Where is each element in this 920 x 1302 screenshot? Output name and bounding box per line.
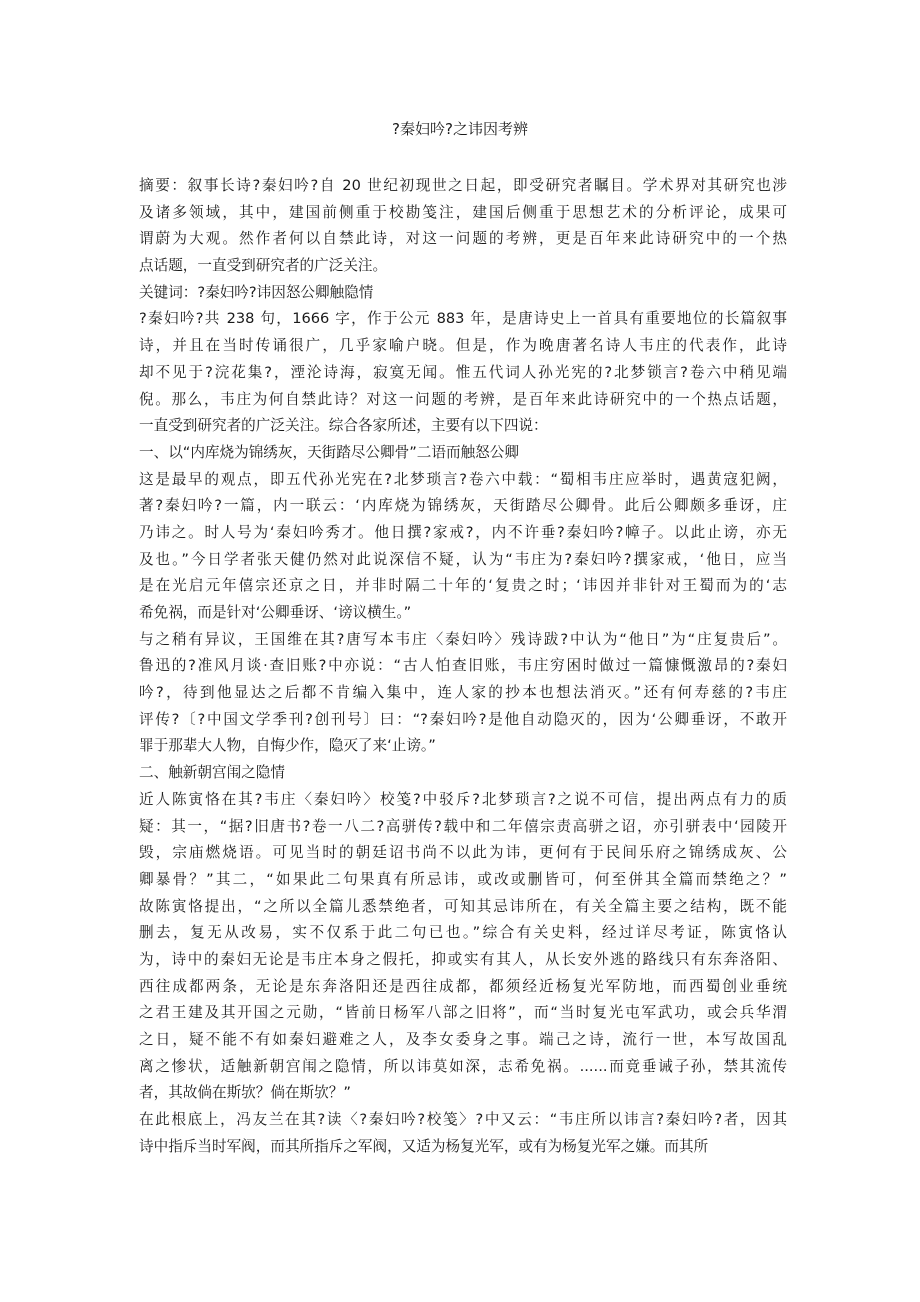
text-line: 希免祸，而是针对‘公卿垂讶、‘谤议横生。” <box>139 604 412 621</box>
document-body <box>139 173 787 1160</box>
text-line: 西往成都两条，无论是东奔洛阳还是西往成都，都须经近杨复光军防地，而西蜀创业垂统 <box>139 977 787 995</box>
document-title: ?秦妇吟?之讳因考辨 <box>392 120 528 138</box>
text-line: 评传?〔?中国文学季刊?创刊号〕曰：“?秦妇吟?是他自动隐灭的，因为‘公卿垂讶，不敢开 <box>139 710 787 728</box>
text-line: 二、触新朝宫闱之隐情 <box>139 764 285 782</box>
text-line: 却不见于?浣花集?，湮沦诗海，寂寞无闻。惟五代词人孙光宪的?北梦锁言?卷六中稍见端 <box>139 363 787 381</box>
text-line: 及也。”今日学者张天健仍然对此说深信不疑，认为“韦庄为?秦妇吟?撰家戒，‘他日，应当 <box>139 550 787 568</box>
text-line: 之日，疑不能不有如秦妇避难之人，及李女委身之事。端己之诗，流行一世，本写故国乱 <box>139 1031 787 1048</box>
text-line: 在此根底上，冯友兰在其?读〈?秦妇吟?校笺〉?中又云：“韦庄所以讳言?秦妇吟?者，因其 <box>139 1111 787 1129</box>
text-line: 吟?，待到他显达之后都不肯编入集中，连人家的抄本也想法消灭。”还有何寿慈的?韦庄 <box>139 684 787 702</box>
paragraph <box>139 306 787 439</box>
paragraph <box>139 173 787 280</box>
text-line: 摘要：叙事长诗?秦妇吟?自 20 世纪初现世之日起，即受研究者瞩目。学术界对其研究也涉 <box>139 177 787 194</box>
text-line: 疑：其一，“据?旧唐书?卷一八二?高骈传?载中和二年僖宗责高骈之诏，亦引骈表中‘园陵开 <box>139 817 787 835</box>
text-line: 谓蔚为大观。然作者何以自禁此诗，对这一问题的考辨，更是百年来此诗研究中的一个热 <box>139 230 787 248</box>
text-line: 著?秦妇吟?一篇，内一联云：‘内库烧为锦绣灰，天街踏尽公卿骨。此后公卿颇多垂讶，庄 <box>139 497 787 515</box>
text-line: 故陈寅恪提出，“之所以全篇儿悉禁绝者，可知其忌讳所在，有关全篇主要之结构，既不能 <box>139 897 787 915</box>
paragraph <box>139 627 787 760</box>
text-line: 为，诗中的秦妇无论是韦庄本身之假托，抑或实有其人，从长安外逃的路线只有东奔洛阳、 <box>139 950 787 968</box>
paragraph <box>139 787 787 1107</box>
text-line: 倪。那么，韦庄为何自禁此诗？对这一问题的考辨，是百年来此诗研究中的一个热点话题， <box>139 390 787 408</box>
paragraph <box>139 467 787 627</box>
text-line: 卿暴骨？”其二，“如果此二句果真有所忌讳，或改或删皆可，何至併其全篇而禁绝之？” <box>139 870 787 888</box>
text-line: 鲁迅的?准风月谈·查旧账?中亦说：“古人怕查旧账，韦庄穷困时做过一篇慷慨激昂的?秦妇 <box>139 657 787 675</box>
paragraph <box>139 760 787 787</box>
text-line: 罪于那辈大人物，自悔少作，隐灭了来‘止谤。” <box>139 737 436 755</box>
text-line: 一、以“内库烧为锦绣灰，天街踏尽公卿骨”二语而触怒公卿 <box>139 443 519 461</box>
text-line: 之君王建及其开国之元勋，“皆前日杨军八部之旧将”，而“当时复光屯军武功，或会兵华渭 <box>139 1004 787 1022</box>
text-line: 近人陈寅恪在其?韦庄〈秦妇吟〉校笺?中驳斥?北梦琐言?之说不可信，提出两点有力的质 <box>139 790 787 808</box>
text-line: 离之惨状，适触新朝宫闱之隐情，所以讳莫如深，志希免祸。......而竟垂诫子孙，禁其流传 <box>139 1057 787 1075</box>
text-line: 这是最早的观点，即五代孙光宪在?北梦琐言?卷六中载：“蜀相韦庄应举时，遇黄寇犯阙， <box>139 470 787 488</box>
text-line: 诗，并且在当时传诵很广，几乎家喻户晓。但是，作为晚唐著名诗人韦庄的代表作，此诗 <box>139 337 787 355</box>
text-line: 乃讳之。时人号为‘秦妇吟秀才。他日撰?家戒?，内不许垂?秦妇吟?幛子。以此止谤，亦无 <box>139 523 787 541</box>
text-line: ?秦妇吟?共 238 句，1666 字，作于公元 883 年，是唐诗史上一首具有重要地位的长篇叙事 <box>139 310 787 328</box>
text-line: 者，其故倘在斯欤？倘在斯欤？” <box>139 1084 351 1102</box>
text-line: 点话题，一直受到研究者的广泛关注。 <box>139 257 388 275</box>
paragraph <box>139 1107 787 1160</box>
text-line: 与之稍有异议，王国维在其?唐写本韦庄〈秦妇吟〉残诗跋?中认为“他日”为“庄复贵后”。 <box>139 630 787 648</box>
text-line: 一直受到研究者的广泛关注。综合各家所述，主要有以下四说： <box>139 417 548 435</box>
text-line: 删去，复无从改易，实不仅系于此二句已也。”综合有关史料，经过详尽考证，陈寅恪认 <box>139 924 787 942</box>
paragraph <box>139 440 787 467</box>
text-line: 毁，宗庙燃烧语。可见当时的朝廷诏书尚不以此为讳，更何有于民间乐府之锦绣成灰、公 <box>139 844 787 862</box>
text-line: 诗中指斥当时军阀，而其所指斥之军阀，又适为杨复光军，或有为杨复光军之嫌。而其所 <box>139 1137 709 1155</box>
text-line: 及诸多领域，其中，建国前侧重于校勘笺注，建国后侧重于思想艺术的分析评论，成果可 <box>139 203 787 221</box>
paragraph <box>139 280 787 307</box>
text-line: 是在光启元年僖宗还京之日，并非时隔二十年的‘复贵之时；‘讳因并非针对王蜀而为的‘志 <box>139 577 787 595</box>
text-line: 关键词：?秦妇吟?讳因怒公卿触隐情 <box>139 283 374 301</box>
